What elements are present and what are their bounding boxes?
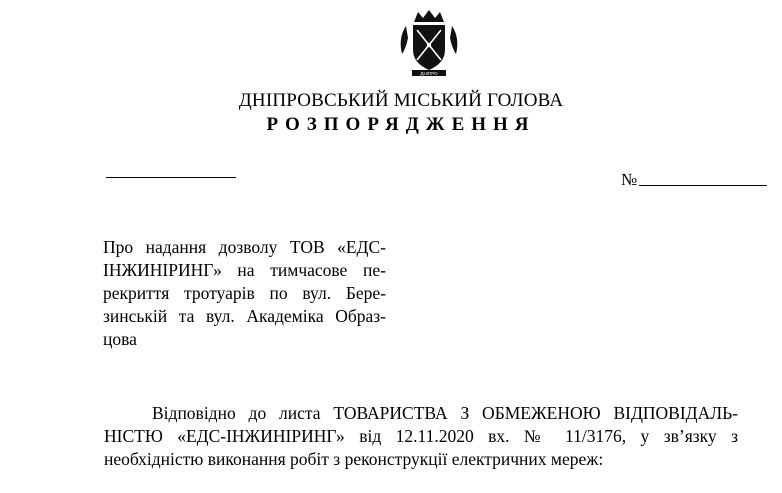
coat-of-arms <box>396 8 462 80</box>
body-line: НІСТЮ «ЕДС-ІНЖИНІРИНГ» від 12.11.2020 вх. № 11/3176, у зв’язку з <box>104 426 738 446</box>
subject-line: цова <box>103 329 137 349</box>
emblem-ribbon-text: ДНІПРО <box>420 71 438 76</box>
date-field-line <box>106 177 236 178</box>
body-paragraph <box>104 402 738 471</box>
number-sign: № <box>621 170 638 189</box>
subject-line: Про надання дозволу ТОВ «ЕДС- <box>103 237 386 257</box>
subject-line: зинській та вул. Академіка Образ- <box>103 306 386 326</box>
document-type-title: РОЗПОРЯДЖЕННЯ <box>266 114 536 135</box>
body-line: необхідністю виконання робіт з реконструкції електричних мереж: <box>104 449 604 469</box>
authority-title: ДНІПРОВСЬКИЙ МІСЬКИЙ ГОЛОВА <box>238 90 564 111</box>
subject-line: рекриття тротуарів по вул. Бере- <box>103 283 386 303</box>
document-number-field <box>621 167 767 189</box>
dnipro-coat-of-arms-icon <box>396 8 462 80</box>
number-field-line <box>639 185 767 186</box>
body-line: Відповідно до листа ТОВАРИСТВА З ОБМЕЖЕНОЮ ВІДПОВІДАЛЬ- <box>152 403 738 423</box>
subject-line: ІНЖИНІРИНГ» на тимчасове пе- <box>103 260 386 280</box>
subject-block <box>103 236 386 351</box>
